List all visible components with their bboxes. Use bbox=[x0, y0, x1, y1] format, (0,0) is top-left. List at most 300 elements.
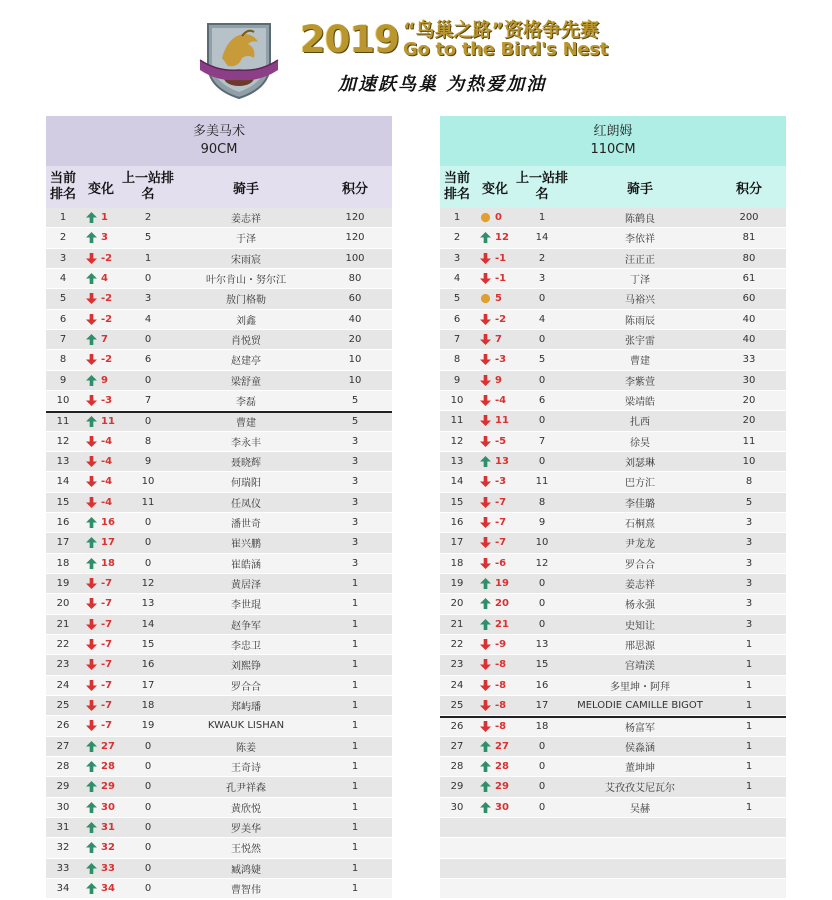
up-arrow-icon bbox=[86, 517, 97, 528]
change-value: -2 bbox=[101, 313, 113, 325]
column-header-row bbox=[440, 166, 786, 208]
table-row bbox=[46, 371, 392, 391]
points-cell: 1 bbox=[745, 781, 753, 793]
change-cell bbox=[474, 497, 516, 508]
change-value: 27 bbox=[101, 740, 115, 752]
rider-cell: 聂晓辉 bbox=[231, 458, 261, 470]
table-row bbox=[440, 310, 786, 330]
table-row bbox=[46, 737, 392, 757]
rank-cell: 7 bbox=[453, 334, 461, 346]
change-value: -7 bbox=[101, 659, 113, 671]
change-value: 5 bbox=[495, 293, 502, 305]
table-row bbox=[46, 655, 392, 675]
table-row bbox=[46, 432, 392, 452]
rider-cell: 王悦然 bbox=[231, 844, 261, 856]
points-cell: 100 bbox=[345, 252, 365, 264]
rank-cell: 31 bbox=[56, 822, 70, 833]
rank-cell: 3 bbox=[59, 252, 67, 264]
prev-rank-cell: 9 bbox=[538, 517, 546, 529]
change-value: 9 bbox=[495, 374, 502, 386]
up-arrow-icon bbox=[480, 761, 491, 772]
down-arrow-icon bbox=[86, 456, 97, 467]
table-row bbox=[46, 696, 392, 716]
down-arrow-icon bbox=[86, 700, 97, 711]
change-cell bbox=[474, 598, 516, 609]
rider-cell: 尹龙龙 bbox=[625, 539, 655, 551]
change-value: 19 bbox=[495, 578, 509, 590]
down-arrow-icon bbox=[480, 334, 491, 345]
prev-rank-cell: 6 bbox=[144, 354, 152, 366]
points-cell: 1 bbox=[745, 679, 753, 691]
change-value: 21 bbox=[495, 618, 509, 630]
points-cell: 60 bbox=[742, 293, 756, 305]
rider-cell: 罗合合 bbox=[625, 559, 655, 571]
points-cell: 10 bbox=[348, 374, 362, 386]
rider-cell: MELODIE CAMILLE BIGOT bbox=[577, 700, 703, 712]
change-value: -4 bbox=[495, 395, 507, 407]
points-cell: 1 bbox=[745, 700, 753, 712]
points-cell: 3 bbox=[745, 618, 753, 630]
points-cell: 5 bbox=[745, 496, 753, 508]
rank-cell: 4 bbox=[453, 273, 461, 285]
prev-rank-cell: 0 bbox=[144, 822, 152, 833]
points-cell: 10 bbox=[742, 456, 756, 468]
table-row bbox=[440, 472, 786, 492]
rank-cell: 5 bbox=[59, 293, 67, 305]
rank-cell: 16 bbox=[56, 517, 70, 529]
down-arrow-icon bbox=[86, 619, 97, 630]
rank-cell: 9 bbox=[453, 374, 461, 386]
change-value: -7 bbox=[101, 700, 113, 712]
up-arrow-icon bbox=[86, 802, 97, 813]
table-row bbox=[440, 371, 786, 391]
change-value: -2 bbox=[101, 293, 113, 305]
down-arrow-icon bbox=[480, 375, 491, 386]
table-row bbox=[440, 533, 786, 553]
table-row bbox=[440, 737, 786, 757]
change-value: -4 bbox=[101, 476, 113, 488]
points-cell: 40 bbox=[742, 313, 756, 325]
prev-rank-cell: 0 bbox=[538, 801, 546, 813]
up-arrow-icon bbox=[480, 619, 491, 630]
rider-cell: 姜志祥 bbox=[625, 580, 655, 592]
up-arrow-icon bbox=[86, 416, 97, 427]
change-cell bbox=[474, 212, 516, 223]
down-arrow-icon bbox=[480, 253, 491, 264]
points-cell: 1 bbox=[351, 720, 359, 732]
prev-rank-cell: 0 bbox=[538, 334, 546, 346]
rider-cell: KWAUK LISHAN bbox=[207, 720, 285, 732]
title-chinese: “鸟巢之路”资格争先赛 bbox=[402, 19, 599, 41]
header bbox=[0, 0, 832, 112]
change-cell bbox=[80, 354, 122, 365]
down-arrow-icon bbox=[480, 395, 491, 406]
change-value: 0 bbox=[495, 212, 502, 224]
prev-rank-cell: 0 bbox=[538, 761, 546, 773]
rank-cell: 21 bbox=[56, 618, 70, 630]
prev-rank-cell: 0 bbox=[538, 293, 546, 305]
rank-cell: 9 bbox=[59, 374, 67, 386]
up-arrow-icon bbox=[480, 578, 491, 589]
col-change-header: 变化 bbox=[481, 181, 508, 197]
prev-rank-cell: 0 bbox=[538, 415, 546, 427]
down-arrow-icon bbox=[480, 680, 491, 691]
prev-rank-cell: 0 bbox=[144, 537, 152, 549]
change-value: -7 bbox=[495, 496, 507, 508]
prev-rank-cell: 8 bbox=[538, 496, 546, 508]
prev-rank-cell: 2 bbox=[144, 212, 152, 224]
rider-cell: 陈姜 bbox=[236, 742, 256, 754]
rank-cell: 14 bbox=[56, 476, 70, 488]
rider-cell: 巴方汇 bbox=[625, 478, 655, 490]
prev-rank-cell: 11 bbox=[141, 496, 155, 508]
table-row bbox=[46, 249, 392, 269]
prev-rank-cell: 18 bbox=[141, 700, 155, 712]
change-value: -4 bbox=[101, 456, 113, 468]
down-arrow-icon bbox=[86, 598, 97, 609]
change-cell bbox=[474, 293, 516, 304]
change-cell bbox=[80, 476, 122, 487]
rider-cell: 李佳璐 bbox=[625, 498, 655, 510]
change-value: 17 bbox=[101, 537, 115, 549]
rider-cell: 刘熙铮 bbox=[231, 661, 261, 673]
rank-cell: 10 bbox=[56, 395, 70, 407]
rank-cell: 15 bbox=[450, 496, 464, 508]
prev-rank-cell: 3 bbox=[144, 293, 152, 305]
points-cell: 1 bbox=[745, 659, 753, 671]
table-row bbox=[440, 289, 786, 309]
points-cell: 120 bbox=[345, 232, 365, 244]
change-cell bbox=[474, 537, 516, 548]
change-cell bbox=[80, 883, 122, 894]
standings-panel-90cm bbox=[46, 116, 392, 899]
prev-rank-cell: 0 bbox=[144, 842, 152, 854]
table-row bbox=[46, 533, 392, 553]
change-cell bbox=[474, 721, 516, 732]
rider-cell: 梁舒童 bbox=[231, 376, 261, 388]
points-cell: 1 bbox=[745, 761, 753, 773]
table-row bbox=[440, 391, 786, 411]
no-change-icon bbox=[480, 293, 491, 304]
event-title bbox=[300, 20, 608, 68]
change-cell bbox=[474, 558, 516, 569]
change-value: 33 bbox=[101, 862, 115, 874]
prev-rank-cell: 0 bbox=[538, 618, 546, 630]
points-cell: 1 bbox=[351, 578, 359, 590]
change-cell bbox=[80, 375, 122, 386]
up-arrow-icon bbox=[86, 822, 97, 833]
up-arrow-icon bbox=[480, 741, 491, 752]
change-cell bbox=[474, 741, 516, 752]
rank-cell: 30 bbox=[450, 801, 464, 813]
rider-cell: 多里坤・阿拜 bbox=[610, 681, 670, 693]
change-value: 28 bbox=[495, 761, 509, 773]
points-cell: 3 bbox=[351, 537, 359, 549]
col-rank-header: 当前排名 bbox=[443, 171, 470, 202]
prev-rank-cell: 0 bbox=[538, 598, 546, 610]
change-value: -8 bbox=[495, 721, 507, 733]
table-row bbox=[46, 493, 392, 513]
points-cell: 5 bbox=[351, 416, 359, 428]
table-row bbox=[46, 635, 392, 655]
standings-panel-110cm bbox=[440, 116, 786, 899]
up-arrow-icon bbox=[480, 598, 491, 609]
table-row bbox=[440, 228, 786, 248]
points-cell: 1 bbox=[745, 740, 753, 752]
rank-cell: 28 bbox=[56, 761, 70, 773]
table-row bbox=[46, 594, 392, 614]
table-row bbox=[440, 655, 786, 675]
points-cell: 3 bbox=[351, 435, 359, 447]
table-row bbox=[46, 411, 392, 431]
rider-cell: 艾孜孜艾尼瓦尔 bbox=[605, 783, 675, 795]
rank-cell: 1 bbox=[59, 212, 67, 224]
rider-cell: 汪正正 bbox=[625, 254, 655, 266]
rank-cell: 20 bbox=[450, 598, 464, 610]
rank-cell: 27 bbox=[450, 740, 464, 752]
points-cell: 120 bbox=[345, 212, 365, 224]
table-row bbox=[440, 208, 786, 228]
table-row bbox=[440, 716, 786, 736]
empty-row bbox=[440, 818, 786, 838]
change-cell bbox=[80, 334, 122, 345]
rider-cell: 李紫萱 bbox=[625, 376, 655, 388]
horse-crest-icon bbox=[198, 18, 280, 102]
prev-rank-cell: 0 bbox=[538, 456, 546, 468]
rank-cell: 14 bbox=[450, 476, 464, 488]
change-cell bbox=[474, 334, 516, 345]
change-value: 7 bbox=[495, 334, 502, 346]
up-arrow-icon bbox=[86, 334, 97, 345]
down-arrow-icon bbox=[480, 721, 491, 732]
panel-title bbox=[46, 116, 392, 166]
change-value: -7 bbox=[101, 720, 113, 732]
change-cell bbox=[80, 537, 122, 548]
rank-cell: 10 bbox=[450, 395, 464, 407]
points-cell: 3 bbox=[745, 598, 753, 610]
points-cell: 3 bbox=[351, 496, 359, 508]
change-value: -8 bbox=[495, 700, 507, 712]
change-value: -3 bbox=[495, 476, 507, 488]
prev-rank-cell: 17 bbox=[141, 679, 155, 691]
table-row bbox=[46, 350, 392, 370]
down-arrow-icon bbox=[480, 354, 491, 365]
rider-cell: 曹建 bbox=[236, 418, 256, 430]
table-row bbox=[440, 350, 786, 370]
table-row bbox=[440, 594, 786, 614]
rider-cell: 陈雨辰 bbox=[625, 315, 655, 327]
points-cell: 1 bbox=[351, 781, 359, 793]
down-arrow-icon bbox=[480, 476, 491, 487]
table-row bbox=[46, 798, 392, 818]
rank-cell: 12 bbox=[56, 435, 70, 447]
change-cell bbox=[474, 395, 516, 406]
change-cell bbox=[80, 680, 122, 691]
rider-cell: 李依祥 bbox=[625, 234, 655, 246]
class-height: 110CM bbox=[590, 142, 636, 157]
prev-rank-cell: 0 bbox=[144, 374, 152, 386]
change-value: 4 bbox=[101, 273, 108, 285]
rank-cell: 16 bbox=[450, 517, 464, 529]
prev-rank-cell: 3 bbox=[538, 273, 546, 285]
change-value: 13 bbox=[495, 456, 509, 468]
change-cell bbox=[80, 273, 122, 284]
change-cell bbox=[80, 232, 122, 243]
change-cell bbox=[474, 354, 516, 365]
change-value: 29 bbox=[101, 781, 115, 793]
table-row bbox=[46, 818, 392, 838]
table-row bbox=[46, 615, 392, 635]
rider-cell: 郑屿璠 bbox=[231, 702, 261, 714]
change-value: 27 bbox=[495, 740, 509, 752]
points-cell: 11 bbox=[742, 435, 756, 447]
rider-cell: 潘世奇 bbox=[231, 519, 261, 531]
points-cell: 3 bbox=[745, 517, 753, 529]
change-cell bbox=[80, 497, 122, 508]
rank-cell: 8 bbox=[59, 354, 67, 366]
points-cell: 33 bbox=[742, 354, 756, 366]
prev-rank-cell: 0 bbox=[144, 557, 152, 569]
down-arrow-icon bbox=[480, 659, 491, 670]
down-arrow-icon bbox=[86, 476, 97, 487]
rank-cell: 28 bbox=[450, 761, 464, 773]
rank-cell: 17 bbox=[450, 537, 464, 549]
down-arrow-icon bbox=[480, 537, 491, 548]
prev-rank-cell: 0 bbox=[538, 578, 546, 590]
up-arrow-icon bbox=[86, 761, 97, 772]
table-row bbox=[46, 310, 392, 330]
rank-cell: 25 bbox=[450, 700, 464, 712]
change-cell bbox=[80, 761, 122, 772]
points-cell: 3 bbox=[351, 517, 359, 529]
points-cell: 1 bbox=[351, 801, 359, 813]
change-cell bbox=[80, 293, 122, 304]
change-cell bbox=[80, 314, 122, 325]
rank-cell: 32 bbox=[56, 842, 70, 854]
down-arrow-icon bbox=[480, 700, 491, 711]
points-cell: 3 bbox=[745, 537, 753, 549]
table-row bbox=[440, 411, 786, 431]
rider-cell: 何瑞阳 bbox=[231, 478, 261, 490]
prev-rank-cell: 0 bbox=[144, 781, 152, 793]
table-row bbox=[440, 249, 786, 269]
up-arrow-icon bbox=[86, 273, 97, 284]
down-arrow-icon bbox=[86, 720, 97, 731]
points-cell: 1 bbox=[351, 700, 359, 712]
up-arrow-icon bbox=[480, 232, 491, 243]
change-cell bbox=[80, 395, 122, 406]
rank-cell: 29 bbox=[450, 781, 464, 793]
change-value: -4 bbox=[101, 435, 113, 447]
change-cell bbox=[80, 558, 122, 569]
points-cell: 3 bbox=[351, 476, 359, 488]
up-arrow-icon bbox=[480, 802, 491, 813]
table-row bbox=[46, 757, 392, 777]
prev-rank-cell: 11 bbox=[535, 476, 549, 488]
prev-rank-cell: 1 bbox=[538, 212, 546, 224]
change-value: 1 bbox=[101, 212, 108, 224]
prev-rank-cell: 16 bbox=[535, 679, 549, 691]
change-cell bbox=[80, 720, 122, 731]
table-row bbox=[440, 330, 786, 350]
change-value: -7 bbox=[101, 639, 113, 651]
rank-cell: 33 bbox=[56, 862, 70, 874]
table-row bbox=[46, 513, 392, 533]
change-cell bbox=[80, 456, 122, 467]
table-row bbox=[46, 716, 392, 736]
points-cell: 1 bbox=[351, 761, 359, 773]
sponsor-name: 多美马术 bbox=[192, 124, 245, 139]
points-cell: 1 bbox=[745, 639, 753, 651]
change-value: -3 bbox=[495, 354, 507, 366]
rider-cell: 宋雨宸 bbox=[231, 254, 261, 266]
change-cell bbox=[474, 253, 516, 264]
rider-cell: 吴赫 bbox=[630, 803, 650, 815]
up-arrow-icon bbox=[86, 781, 97, 792]
rank-cell: 11 bbox=[450, 415, 464, 427]
change-value: -7 bbox=[101, 679, 113, 691]
prev-rank-cell: 0 bbox=[144, 862, 152, 874]
change-cell bbox=[80, 639, 122, 650]
rank-cell: 15 bbox=[56, 496, 70, 508]
change-cell bbox=[80, 517, 122, 528]
change-cell bbox=[474, 802, 516, 813]
down-arrow-icon bbox=[86, 395, 97, 406]
rank-cell: 2 bbox=[453, 232, 461, 244]
title-year: 2019 bbox=[300, 18, 399, 61]
table-row bbox=[440, 432, 786, 452]
rank-cell: 17 bbox=[56, 537, 70, 549]
table-row bbox=[46, 269, 392, 289]
empty-row bbox=[440, 838, 786, 858]
down-arrow-icon bbox=[86, 253, 97, 264]
down-arrow-icon bbox=[86, 497, 97, 508]
rank-cell: 24 bbox=[56, 679, 70, 691]
change-cell bbox=[474, 375, 516, 386]
points-cell: 1 bbox=[745, 801, 753, 813]
points-cell: 3 bbox=[745, 557, 753, 569]
prev-rank-cell: 0 bbox=[144, 882, 152, 894]
table-row bbox=[46, 859, 392, 879]
rider-cell: 马裕兴 bbox=[625, 295, 655, 307]
prev-rank-cell: 19 bbox=[141, 720, 155, 732]
points-cell: 1 bbox=[351, 659, 359, 671]
rider-cell: 罗美华 bbox=[231, 824, 261, 835]
standings-rows bbox=[440, 208, 786, 899]
change-value: 30 bbox=[101, 801, 115, 813]
change-cell bbox=[474, 761, 516, 772]
rider-cell: 赵建亭 bbox=[231, 356, 261, 368]
down-arrow-icon bbox=[86, 354, 97, 365]
rider-cell: 刘鑫 bbox=[236, 315, 256, 327]
points-cell: 5 bbox=[351, 395, 359, 407]
table-row bbox=[440, 757, 786, 777]
table-row bbox=[440, 777, 786, 797]
change-value: 32 bbox=[101, 842, 115, 854]
rank-cell: 3 bbox=[453, 252, 461, 264]
rider-cell: 李忠卫 bbox=[231, 641, 261, 653]
down-arrow-icon bbox=[86, 314, 97, 325]
rank-cell: 6 bbox=[59, 313, 67, 325]
prev-rank-cell: 16 bbox=[141, 659, 155, 671]
rider-cell: 曹建 bbox=[630, 356, 650, 368]
points-cell: 80 bbox=[742, 252, 756, 264]
change-cell bbox=[474, 619, 516, 630]
rider-cell: 赵争军 bbox=[231, 620, 261, 632]
change-value: -4 bbox=[101, 496, 113, 508]
rider-cell: 于泽 bbox=[236, 234, 256, 246]
prev-rank-cell: 10 bbox=[141, 476, 155, 488]
